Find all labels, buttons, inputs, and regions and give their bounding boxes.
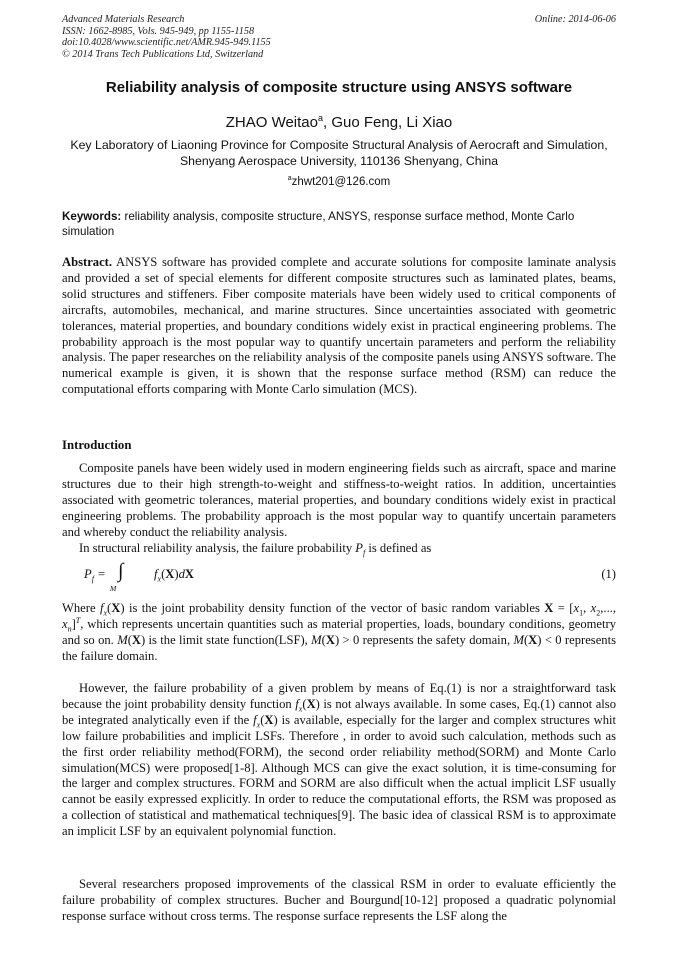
- math-inline: M(X) > 0: [311, 632, 360, 647]
- integral-domain: M: [110, 584, 117, 593]
- section-heading: Introduction: [62, 438, 132, 452]
- math-inline: $P_f$: [355, 541, 366, 558]
- paragraph: [62, 601, 616, 665]
- text-run: However, the failure probability of a given problem by means of Eq.(1) is nor a straightforward task because the joint probability density function: [62, 681, 616, 711]
- copyright-line: © 2014 Trans Tech Publications Ltd, Switzerland: [62, 48, 264, 60]
- math-inline: $f_x(X)$: [295, 696, 320, 714]
- text-run: is the joint probability density function of the vector of basic random variables: [124, 601, 545, 615]
- online-date: Online: 2014-06-06: [534, 14, 616, 25]
- keywords-text: reliability analysis, composite structure, ANSYS, response surface method, Monte Carlo simulation: [62, 210, 575, 238]
- abstract-label: Abstract.: [62, 255, 113, 269]
- text-run: , which represents uncertain quantities such as material properties, loads, boundary conditions, geometry and so on.: [62, 616, 616, 647]
- text-run: is not always available. In some cases, Eq.(1) cannot also be integrated analytically even if the: [62, 696, 616, 727]
- text-run: represents the safety domain,: [359, 632, 514, 647]
- paper-title: Reliability analysis of composite structure using ANSYS software: [105, 79, 573, 96]
- journal-header: [62, 14, 271, 60]
- text-run: is the limit state function(LSF),: [145, 632, 312, 647]
- text-run: In structural reliability analysis, the failure probability: [79, 541, 356, 555]
- affiliation: [40, 137, 638, 169]
- equation-lhs: $P_f$ =: [84, 567, 106, 584]
- math-inline: M(X): [117, 632, 146, 647]
- text-run: is available, especially for the larger and complex structures whit low failure probabilities and implicit LSFs. Therefore , in order to avoid such calculation, methods such as the first order reliability method(FORM), the second order reliability method(SORM) and Monte Carlo simulation(MCS) were proposed[1-8]. Although MCS can give the exact solution, it is time-consuming for the larger and complex structures. FORM and SORM are also difficult when the actual implicit LSF usually cannot be easily expressed explicitly. In order to reduce the computational efforts, the RSM was proposed as a collection of statistical and mathematical techniques[9]. The basic idea of classical RSM is to approximate an implicit LSF by an equivalent polynomial function.: [62, 712, 616, 839]
- abstract-text: ANSYS software has provided complete and accurate solutions for composite laminate analysis and provided a set of special elements for different composite structures such as laminated plates, beams, solid structures and stiffeners. Fiber composite materials have been widely used to critical components of aircrafts, automobiles, mechanical, and marine structures. Since uncertainties associated with geometric tolerances, material properties, and boundary conditions widely exist in practical engineering problems. The probability approach is the most popular way to quantify uncertain parameters and perform the reliability analysis. The paper researches on the reliability analysis of the composite panels using ANSYS software. The numerical example is given, it is shown that the response surface method (RSM) can reduce the computational efforts comparing with Monte Carlo simulation (MCS).: [62, 255, 616, 397]
- equation-number: (1): [601, 567, 616, 581]
- affiliation-line: Key Laboratory of Liaoning Province for Composite Structural Analysis of Aerocraft and Simulation,: [70, 138, 608, 152]
- equation-1: [62, 561, 616, 597]
- text-run: Where: [62, 601, 100, 615]
- paragraph: Composite panels have been widely used in modern engineering fields such as aircraft, space and marine structures due to their high strength-to-weight and stiffness-to-weight ratios. In addition, uncertainties associated with geometric tolerances, material properties, and boundary conditions widely exist in practical engineering problems. The probability approach is the most popular way to quantify uncertain parameters and whereby conduct the reliability analysis.: [62, 461, 616, 539]
- doi-line[interactable]: doi:10.4028/www.scientific.net/AMR.945-949.1155: [62, 37, 271, 49]
- text-run: represents the failure domain.: [62, 632, 616, 663]
- journal-name: Advanced Materials Research: [62, 14, 185, 25]
- author-list: [40, 114, 638, 131]
- text-run: is defined as: [365, 541, 432, 555]
- integral-sign: ∫: [118, 560, 124, 582]
- issn-line: ISSN: 1662-8985, Vols. 945-949, pp 1155-1158: [62, 25, 255, 37]
- author-superscript: a: [317, 113, 323, 123]
- keywords: [62, 210, 616, 239]
- paragraph: [62, 681, 616, 840]
- keywords-label: Keywords:: [62, 210, 122, 223]
- math-inline: M(X) < 0: [513, 632, 562, 647]
- email-superscript: a: [287, 175, 292, 182]
- author-names-rest: , Guo Feng, Li Xiao: [323, 114, 453, 131]
- equation-rhs: $f_x(X)dX$: [154, 567, 194, 584]
- math-inline: $f_x(X)$: [99, 601, 125, 618]
- paragraph: Several researchers proposed improvements of the classical RSM in order to evaluate efficiently the failure probability of complex structures. Bucher and Bourgund[10-12] proposed a quadratic polynomial response surface without cross terms. The response surface represents the LSF along the: [62, 877, 616, 923]
- abstract: [62, 255, 616, 398]
- math-inline: $X = [x_1$, $x_2$,..., $x_n]^T$: [62, 601, 617, 634]
- author-email: [40, 176, 638, 188]
- email-address[interactable]: zhwt201@126.com: [291, 176, 391, 188]
- paragraph: [62, 541, 616, 557]
- author-name: ZHAO Weitao: [225, 114, 318, 131]
- affiliation-line: Shenyang Aerospace University, 110136 Shenyang, China: [179, 154, 499, 168]
- math-inline: $f_x(X)$: [253, 712, 278, 730]
